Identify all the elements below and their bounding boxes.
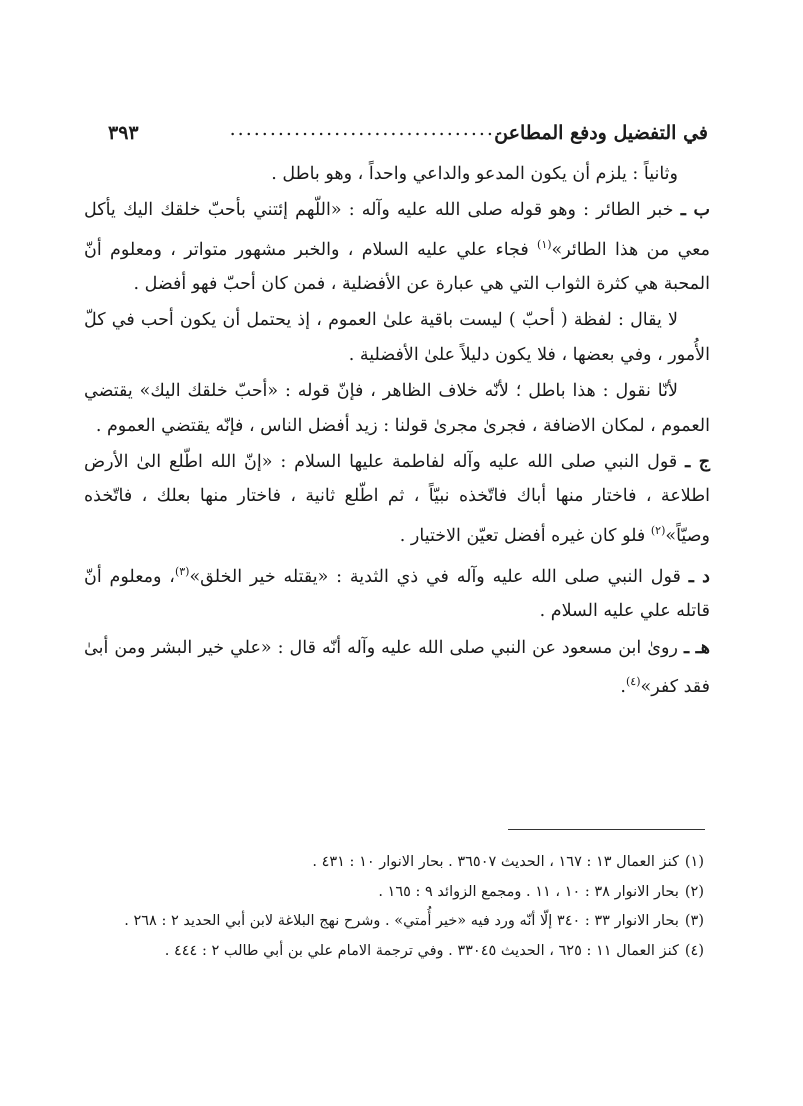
paragraph-5	[84, 445, 710, 553]
item-label-d: د ـ	[688, 566, 710, 587]
page-header	[108, 118, 708, 148]
footnote-ref-3: (٣)	[174, 565, 190, 579]
footnote-text: كنز العمال ١١ : ٦٢٥ ، الحديث ٣٣٠٤٥ . وفي ترجمة الامام علي بن أبي طالب ٢ : ٤٤٤ .	[164, 943, 679, 960]
footnote-number: (٤)	[684, 943, 704, 960]
item-label-j: ج ـ	[685, 452, 710, 473]
paragraph-5-cont: فلو كان غيره أفضل تعيّن الاختيار .	[399, 525, 651, 546]
footnote-ref-1: (١)	[537, 237, 552, 251]
paragraph-7-text: روىٰ ابن مسعود عن النبي صلى الله عليه وآله أنّه قال : «علي خير البشر ومن أبىٰ فقد كفر»	[84, 637, 710, 697]
paragraph-2-text: خبر الطائر : وهو قوله صلى الله عليه وآله : «اللّهم إئتني بأحبّ خلقك اليك يأكل معي من هذا الطائر»	[84, 200, 710, 260]
paragraph-5-text: قول النبي صلى الله عليه وآله لفاطمة عليها السلام : «إنّ الله اطّلع الىٰ الأرض اطلاعة ، فاختار منها أباك فاتّخذه نبيّاً ، ثم اطّلع ثانية ، فاختار منها بعلك ، فاتّخذه وصيّاً»	[84, 452, 710, 546]
paragraph-1: وثانياً : يلزم أن يكون المدعو والداعي واحداً ، وهو باطل .	[271, 164, 678, 184]
paragraph-3: لا يقال : لفظة ( أحبّ ) ليست باقية علىٰ العموم ، إذ يحتمل أن يكون أحب في كلّ الأُمور ، وفي بعضها ، فلا يكون دليلاً علىٰ الأفضلية .	[84, 310, 710, 365]
footnote-text: بحار الانوار ٣٣ : ٣٤٠ إلّا أنّه ورد فيه «خير أُمتي» . وشرح نهج البلاغة لابن أبي الحديد ٢ : ٢٦٨ .	[124, 913, 679, 930]
footnote-2	[84, 878, 704, 908]
footnotes	[84, 848, 704, 967]
page-number: ٣٩٣	[108, 122, 139, 144]
footnote-text: بحار الانوار ٣٨ : ١٠ ، ١١ . ومجمع الزوائد ٩ : ١٦٥ .	[378, 883, 679, 900]
footnote-4	[84, 937, 704, 967]
paragraph-7-cont: .	[620, 677, 626, 697]
footnote-1	[84, 848, 704, 878]
body-text	[84, 157, 710, 706]
paragraph-6-cont: ، ومعلوم أنّ قاتله علي عليه السلام .	[84, 566, 710, 622]
footnote-number: (٣)	[684, 913, 704, 930]
footnote-3	[84, 907, 704, 937]
paragraph-2-cont: فجاء علي عليه السلام ، والخبر مشهور متواتر ، ومعلوم أنّ المحبة هي كثرة الثواب التي هي عبارة عن الأفضلية ، فمن كان أحبّ فهو أفضل .	[84, 239, 710, 295]
paragraph-2	[84, 193, 710, 301]
leader-dots: ..................................	[229, 118, 503, 140]
item-label-b: ب ـ	[680, 200, 710, 221]
footnote-number: (١)	[684, 854, 704, 870]
footnote-text: كنز العمال ١٣ : ١٦٧ ، الحديث ٣٦٥٠٧ . بحار الانوار ١٠ : ٤٣١ .	[312, 854, 679, 870]
footnote-separator	[508, 829, 705, 830]
footnote-ref-2: (٢)	[650, 523, 666, 537]
paragraph-4: لأنّا نقول : هذا باطل ؛ لأنّه خلاف الظاهر ، فإنّ قوله : «أحبّ خلقك اليك» يقتضي العموم ، لمكان الاضافة ، فجرىٰ مجرىٰ قولنا : زيد أفضل الناس ، فإنّه يقتضي العموم .	[84, 381, 710, 436]
paragraph-6-text: قول النبي صلى الله عليه وآله في ذي الثدية : «يقتله خير الخلق»	[189, 566, 681, 587]
footnote-number: (٢)	[684, 883, 704, 900]
paragraph-6	[84, 555, 710, 629]
footnote-ref-4: (٤)	[625, 675, 641, 689]
paragraph-7	[84, 631, 710, 705]
running-title: في التفضيل ودفع المطاعن	[494, 122, 708, 144]
item-label-h: هـ ـ	[683, 637, 710, 658]
